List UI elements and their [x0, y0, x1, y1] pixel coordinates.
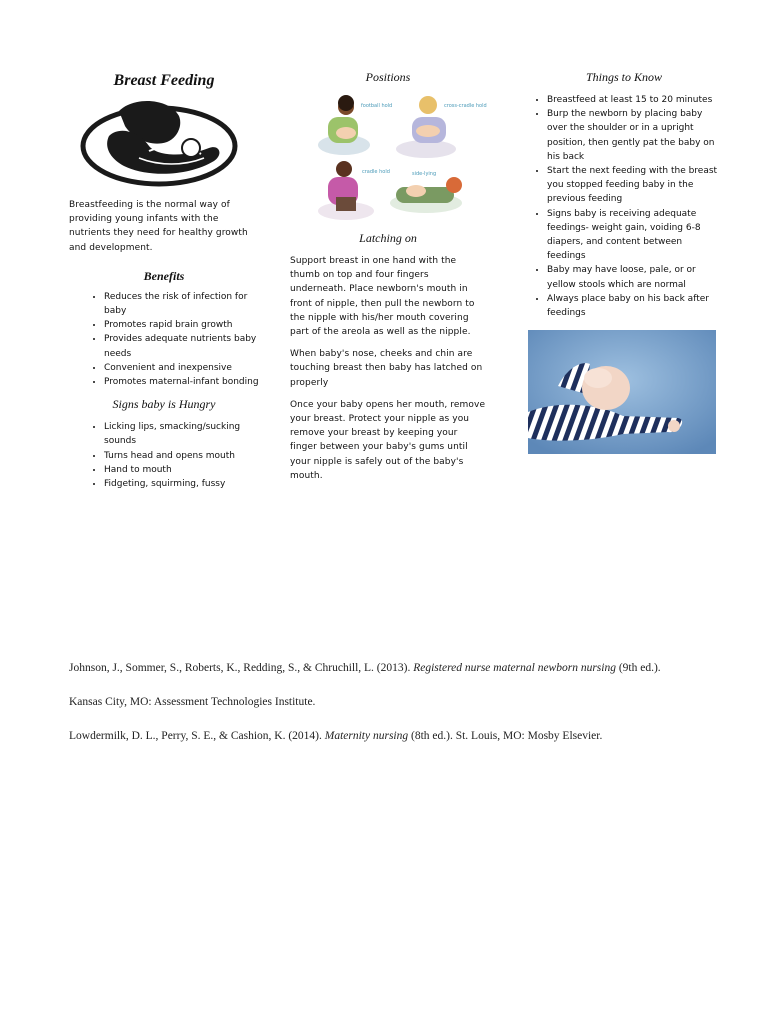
latching-paragraph: When baby's nose, cheeks and chin are touching breast then baby has latched on properly: [290, 349, 483, 388]
reference-edition: (9th ed.).: [615, 662, 661, 674]
reference-1: [69, 660, 709, 676]
sleeping-baby-photo: [528, 330, 716, 454]
reference-edition: (8th ed.). St. Louis, MO: Mosby Elsevier.: [408, 730, 603, 742]
reference-1-publisher: Kansas City, MO: Assessment Technologies Institute.: [69, 696, 316, 708]
benefits-list: [69, 290, 259, 389]
mother-baby-clipart: [79, 96, 239, 188]
positions-illustration: [316, 93, 496, 223]
latching-paragraph: Support breast in one hand with the thumb on top and four fingers underneath. Place newborn's mouth in front of nipple, then pull the newborn to the nipple with his/her mouth covering part of the areola as well as the nipple.: [290, 256, 475, 338]
list-item: • Provides adequate nutrients baby needs: [104, 332, 259, 360]
reference-title: Maternity nursing: [324, 730, 409, 742]
list-item: • Burp the newborn by placing baby over the shoulder or in a upright position, then gently pat the baby on his back: [547, 107, 718, 164]
column-things-to-know: [530, 64, 718, 454]
position-label: cross-cradle hold: [444, 103, 487, 109]
list-item: • Convenient and inexpensive: [104, 361, 259, 375]
list-item: • Reduces the risk of infection for baby: [104, 290, 259, 318]
list-item: • Signs baby is receiving adequate feedings- weight gain, voiding 6-8 diapers, and content between feedings: [547, 207, 718, 264]
reference-title: Registered nurse maternal newborn nursing: [413, 662, 616, 674]
position-label: cradle hold: [362, 169, 390, 175]
hungry-list: [69, 420, 259, 491]
reference-authors: Johnson, J., Sommer, S., Roberts, K., Redding, S., & Chruchill, L. (2013).: [69, 662, 414, 674]
column-latching: [290, 64, 486, 483]
list-item: • Breastfeed at least 15 to 20 minutes: [547, 93, 718, 107]
list-item: • Start the next feeding with the breast you stopped feeding baby in the previous feeding: [547, 164, 718, 207]
column-intro: [69, 64, 259, 491]
positions-heading: Positions: [365, 70, 411, 84]
list-item: • Turns head and opens mouth: [104, 449, 259, 463]
intro-text: Breastfeeding is the normal way of providing young infants with the nutrients they need for healthy growth and development.: [69, 200, 248, 253]
reference-2: [69, 728, 709, 744]
latching-heading: Latching on: [359, 231, 417, 245]
list-item: • Baby may have loose, pale, or or yellow stools which are normal: [547, 263, 718, 291]
things-list: [530, 93, 718, 320]
benefits-heading: Benefits: [143, 268, 185, 283]
hungry-heading: Signs baby is Hungry: [112, 397, 216, 412]
references: [69, 660, 709, 762]
list-item: • Hand to mouth: [104, 463, 259, 477]
list-item: • Always place baby on his back after feedings: [547, 292, 718, 320]
position-label: side-lying: [412, 171, 437, 177]
page-title: Breast Feeding: [113, 72, 215, 89]
list-item: • Licking lips, smacking/sucking sounds: [104, 420, 259, 448]
position-label: football hold: [361, 103, 393, 109]
latching-paragraph: Once your baby opens her mouth, remove your breast. Protect your nipple as you remove your breast by keeping your finger between your baby's gums until your nipple is safely out of the baby's mouth.: [290, 399, 486, 481]
list-item: • Promotes rapid brain growth: [104, 318, 259, 332]
reference-authors: Lowdermilk, D. L., Perry, S. E., & Cashion, K. (2014).: [69, 730, 325, 742]
list-item: • Promotes maternal-infant bonding: [104, 375, 259, 389]
things-heading: Things to Know: [585, 70, 663, 84]
list-item: • Fidgeting, squirming, fussy: [104, 477, 259, 491]
